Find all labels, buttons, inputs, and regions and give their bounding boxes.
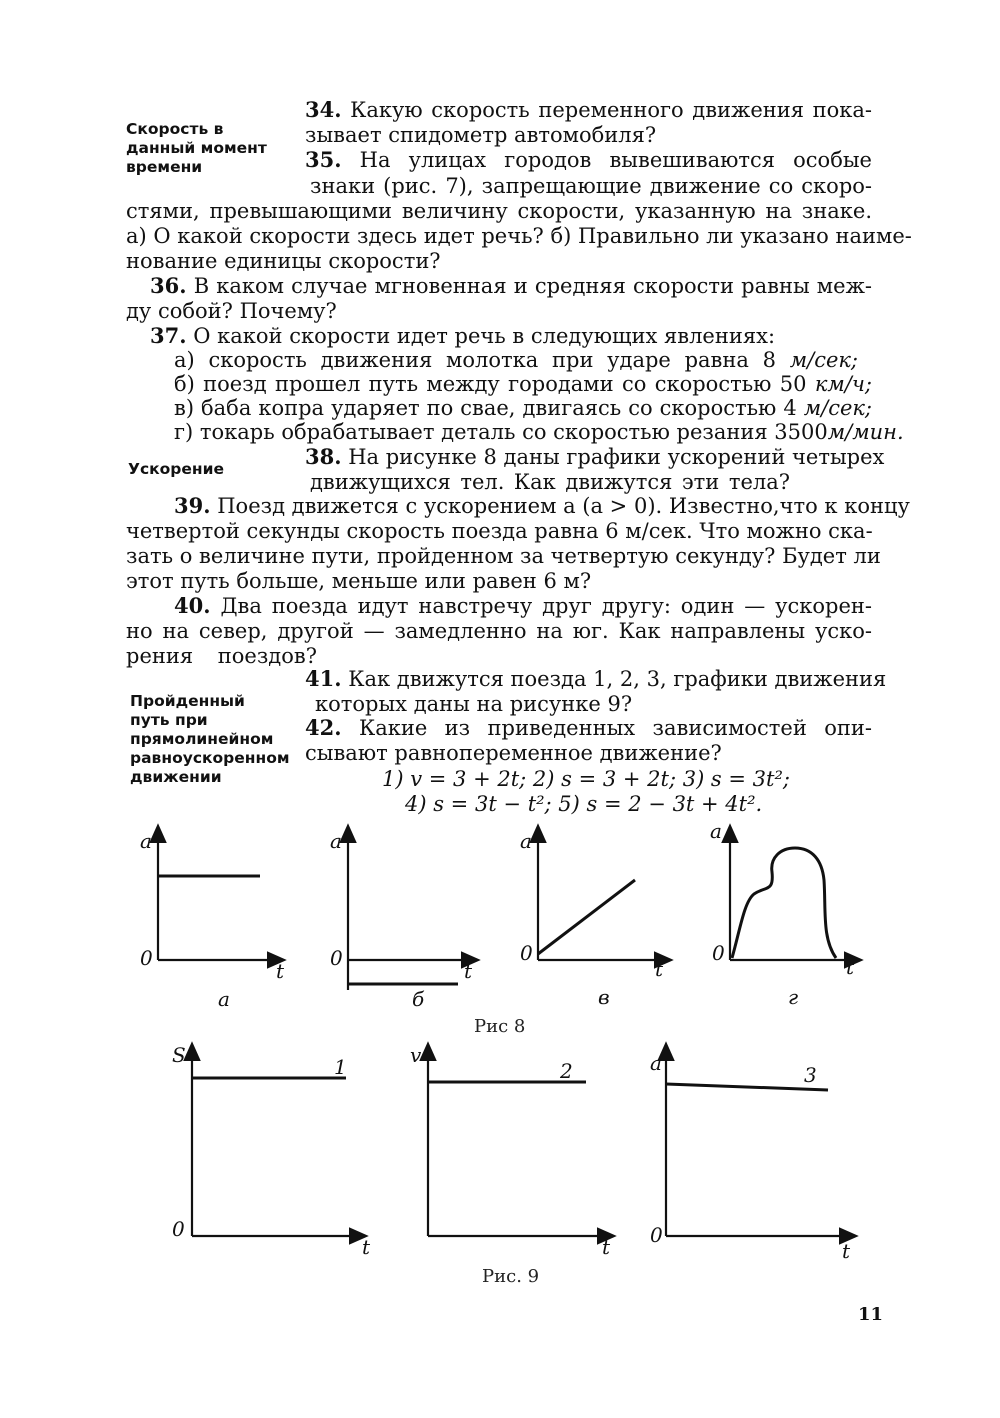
q40-line3: рения поездов?: [126, 644, 317, 668]
fig8-panel-b: [330, 829, 473, 990]
fig8-d-origin: 0: [712, 941, 725, 965]
margin-note-acceleration: Ускорение: [128, 460, 224, 478]
q37-item-c: в) баба копра ударяет по свае, двигаясь со скоростью 4 м/сек;: [174, 396, 872, 420]
q40-line2: но на север, другой — замедленно на юг. Как направлены уско-: [126, 619, 872, 643]
fig8-panel-c: [520, 829, 665, 981]
q36-line1: 36. В каком случае мгновенная и средняя скорости равны меж-: [150, 273, 872, 298]
fig9-g1-axis-y: S: [172, 1043, 186, 1067]
q36-line2: ду собой? Почему?: [126, 299, 337, 323]
q35-line4: а) О какой скорости здесь идет речь? б) Правильно ли указано наиме-: [126, 224, 912, 248]
q38-line1: 38. На рисунке 8 даны графики ускорений четырех: [305, 444, 885, 469]
fig8-a-axis-y: a: [140, 829, 152, 853]
q42-formulas-2: 4) s = 3t − t²; 5) s = 2 − 3t + 4t².: [405, 792, 763, 816]
q41-line1: 41. Как движутся поезда 1, 2, 3, графики движения: [305, 666, 887, 691]
fig8-d-curve: [732, 848, 836, 958]
q41-line2: которых даны на рисунке 9?: [315, 692, 633, 716]
q37-item-d: г) токарь обрабатывает деталь со скоростью резания 3500м/мин.: [174, 420, 904, 444]
fig8-label-b: б: [412, 987, 425, 1011]
fig8-label-c: в: [598, 985, 610, 1009]
q34-line2: зывает спидометр автомобиля?: [305, 123, 657, 147]
fig8-panel-d: [710, 820, 855, 979]
fig8-b-origin: 0: [330, 946, 343, 970]
fig8-b-axis-y: a: [330, 829, 342, 853]
fig8-c-axis-x: t: [655, 957, 664, 981]
fig8-d-axis-x: t: [846, 955, 855, 979]
q39-line3: зать о величине пути, пройденном за четвертую секунду? Будет ли: [126, 544, 881, 568]
q37-line1: 37. О какой скорости идет речь в следующих явлениях:: [150, 323, 776, 348]
fig8-a-origin: 0: [140, 946, 153, 970]
fig9-g3-axis-x: t: [842, 1239, 851, 1263]
q42-formulas-1: 1) v = 3 + 2t; 2) s = 3 + 2t; 3) s = 3t²;: [382, 767, 790, 791]
q35-line5: нование единицы скорости?: [126, 249, 441, 273]
fig9-graph-1: [172, 1043, 371, 1259]
fig9-g2-axis-y: v: [410, 1043, 422, 1067]
fig8-c-curve: [538, 880, 635, 954]
fig9-graph-2: [410, 1043, 611, 1259]
q42-line1: 42. Какие из приведенных зависимостей опи-: [305, 715, 872, 740]
q39-line4: этот путь больше, меньше или равен 6 м?: [126, 569, 592, 593]
fig8-panel-a: [140, 829, 285, 983]
page-number: 11: [858, 1304, 884, 1325]
q34-line1: 34. Какую скорость переменного движения пока-: [305, 97, 872, 122]
q39-line1: 39. Поезд движется с ускорением a (a > 0). Известно,что к концу: [174, 493, 910, 518]
fig8-c-origin: 0: [520, 941, 533, 965]
fig8-b-axis-x: t: [464, 959, 473, 983]
q40-line1: 40. Два поезда идут навстречу друг другу: один — ускорен-: [174, 593, 872, 618]
fig9-label-2: 2: [560, 1059, 573, 1083]
fig9-graph-3: [650, 1050, 851, 1263]
fig9-g3-axis-y: a: [650, 1051, 662, 1075]
q35-line3: стями, превышающими величину скорости, указанную на знаке.: [126, 199, 872, 223]
fig8-d-axis-y: a: [710, 820, 722, 843]
margin-note-path: Пройденный путь при прямолинейном равноускоренном движении: [130, 692, 290, 786]
margin-note-instant-speed: Скорость в данный момент времени: [126, 120, 267, 176]
q37-item-b: б) поезд прошел путь между городами со скоростью 50 км/ч;: [174, 372, 872, 396]
fig9-g1-origin: 0: [172, 1217, 185, 1241]
figure-8: [120, 820, 900, 1020]
figure-9-caption: Рис. 9: [482, 1266, 540, 1287]
fig9-g3-origin: 0: [650, 1223, 663, 1247]
fig9-label-1: 1: [334, 1055, 347, 1079]
fig9-g2-axis-x: t: [602, 1235, 611, 1259]
fig9-g1-axis-x: t: [362, 1235, 371, 1259]
q35-line2: знаки (рис. 7), запрещающие движение со скоро-: [310, 174, 872, 198]
figure-8-caption: Рис 8: [474, 1016, 526, 1037]
fig8-label-a: а: [218, 987, 230, 1011]
figure-9: [160, 1040, 880, 1270]
q42-line2: сывают равнопеременное движение?: [305, 741, 722, 765]
fig9-label-3: 3: [804, 1063, 817, 1087]
fig8-c-axis-y: a: [520, 829, 532, 853]
q38-line2: движущихся тел. Как движутся эти тела?: [310, 470, 790, 494]
q35-line1: 35. На улицах городов вывешиваются особые: [305, 147, 872, 172]
fig8-a-axis-x: t: [276, 959, 285, 983]
fig8-label-d: г: [788, 985, 799, 1009]
q37-item-a: а) скорость движения молотка при ударе равна 8 м/сек;: [174, 348, 858, 372]
q39-line2: четвертой секунды скорость поезда равна 6 м/сек. Что можно ска-: [126, 519, 873, 543]
